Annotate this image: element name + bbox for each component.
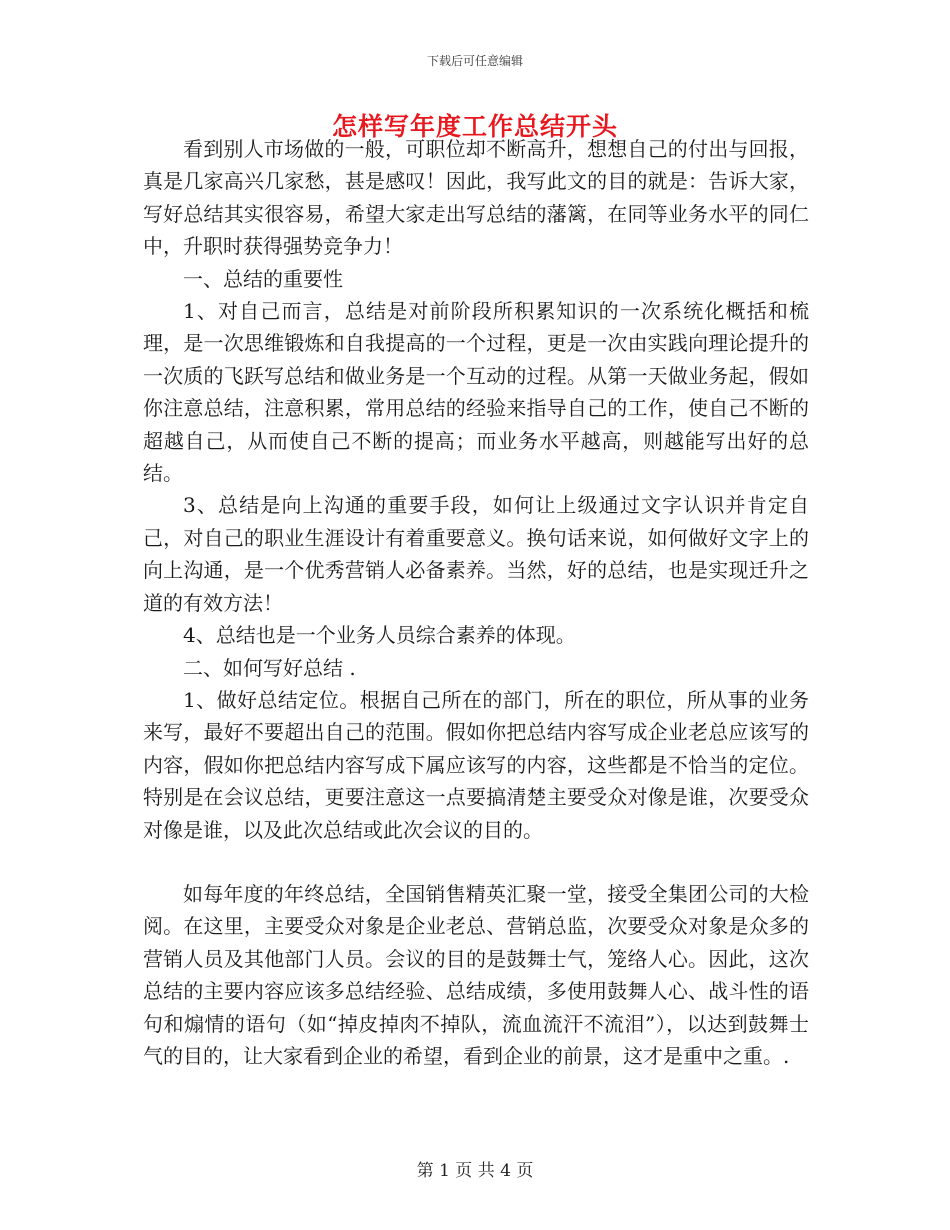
page-header-note: 下载后可任意编辑 <box>426 54 523 68</box>
paragraph-point-4: 4、总结也是一个业务人员综合素养的体现。 <box>183 623 576 648</box>
paragraph-point-3: 3、总结是向上沟通的重要手段，如何让上级通过文字认识并肯定自己，对自己的职业生涯设计有着重要意义。换句话来说，如何做好文字上的向上沟通，是一个优秀营销人必备素养。当然，好的总结，也是实现迁升之道的有效方法！ <box>143 493 809 615</box>
section-heading-how-to: 二、如何写好总结 . <box>183 655 356 680</box>
section-heading-importance: 一、总结的重要性 <box>183 266 343 291</box>
document-body <box>143 133 809 1072</box>
paragraph-point-1: 1、对自己而言，总结是对前阶段所积累知识的一次系统化概括和梳理，是一次思维锻炼和自我提高的一个过程，更是一次由实践向理论提升的一次质的飞跃写总结和做业务是一个互动的过程。从第一天做业务起，假如你注意总结，注意积累，常用总结的经验来指导自己的工作，使自己不断的超越自己，从而使自己不断的提高；而业务水平越高，则越能写出好的总结。 <box>143 299 809 486</box>
paragraph-intro: 看到别人市场做的一般，可职位却不断高升，想想自己的付出与回报，真是几家高兴几家愁，甚是感叹！因此，我写此文的目的就是：告诉大家，写好总结其实很容易，希望大家走出写总结的藩篱，在同等业务水平的同仁中，升职时获得强势竞争力！ <box>143 137 809 259</box>
page-number: 第 1 页 共 4 页 <box>416 1161 534 1181</box>
document-title: 怎样写年度工作总结开头 <box>331 112 618 141</box>
paragraph-positioning: 1、做好总结定位。根据自己所在的部门，所在的职位，所从事的业务来写，最好不要超出自己的范围。假如你把总结内容写成企业老总应该写的内容，假如你把总结内容写成下属应该写的内容，这些都是不恰当的定位。特别是在会议总结，更要注意这一点要搞清楚主要受众对像是谁，次要受众对像是谁，以及此次总结或此次会议的目的。 <box>143 687 809 842</box>
paragraph-example: 如每年度的年终总结，全国销售精英汇聚一堂，接受全集团公司的大检阅。在这里，主要受众对象是企业老总、营销总监，次要受众对象是众多的营销人员及其他部门人员。会议的目的是鼓舞士气，笼络人心。因此，这次总结的主要内容应该多总结经验、总结成绩，多使用鼓舞人心、战斗性的语句和煽情的语句（如“掉皮掉肉不掉队，流血流汗不流泪”），以达到鼓舞士气的目的，让大家看到企业的希望，看到企业的前景，这才是重中之重。. <box>143 881 809 1068</box>
